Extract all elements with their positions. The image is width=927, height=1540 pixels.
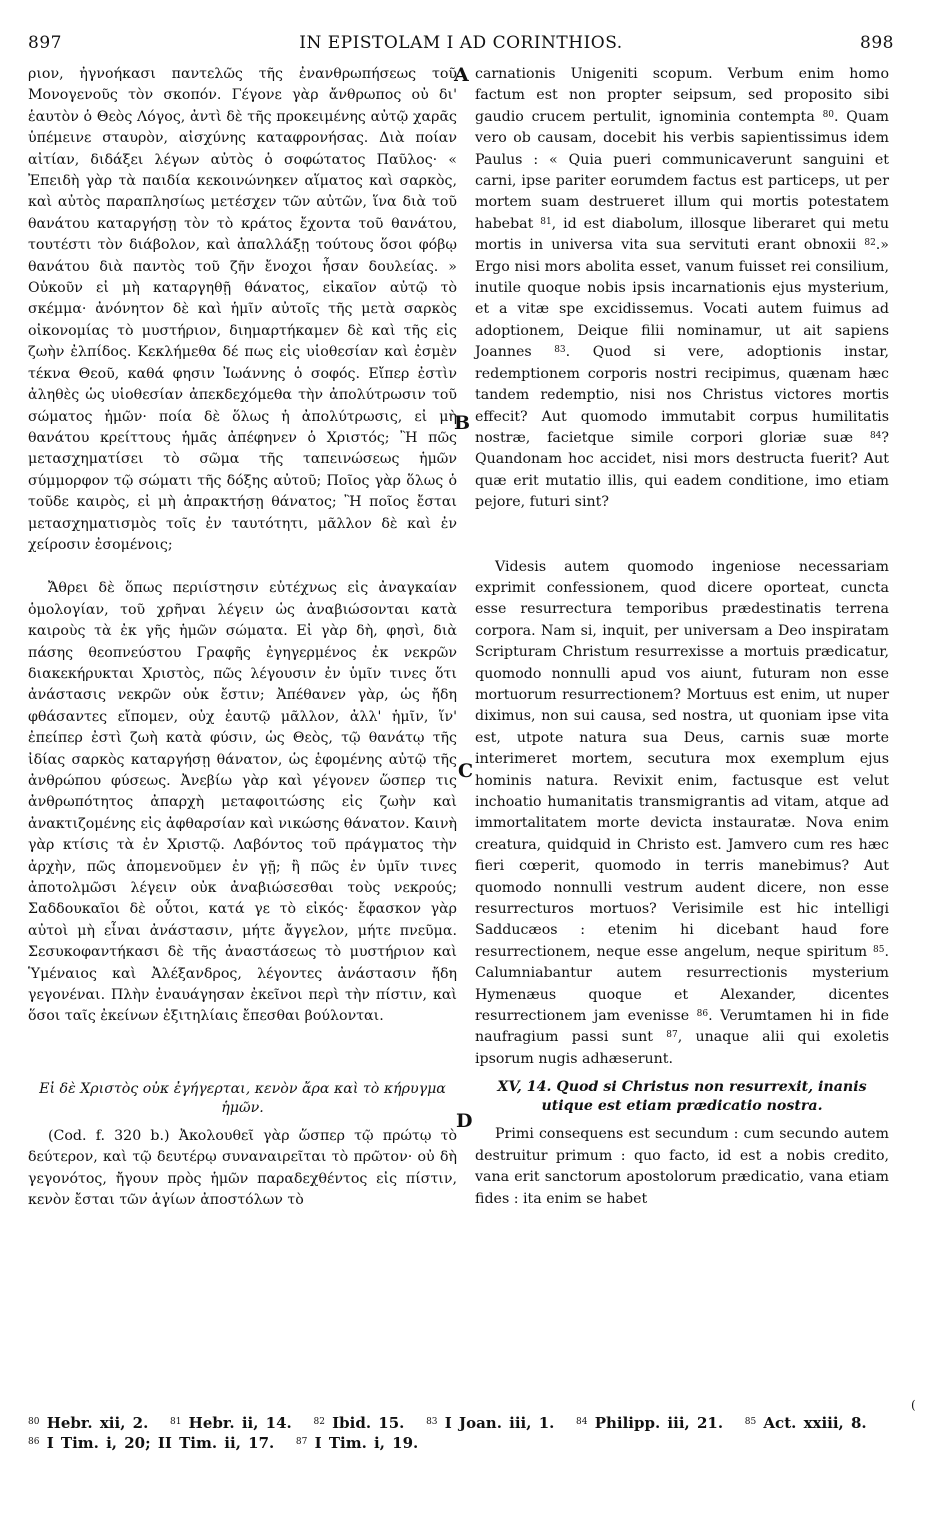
footnote-row-1 [28,1413,894,1433]
footnote-reference: Philipp. iii, 21. [594,1414,724,1432]
footnote-number: 87 [295,1437,308,1447]
latin-text: . Quod si vere, adoptionis instar, redemptionem corporis nostri recipimus, quænam hæc tandem redemptio, nisi nos Christus victores mortis effecit? Aut quomodo immutabit corpus humilitatis nostræ, facietque simile corpori gloriæ suæ [475,344,889,446]
latin-paragraph-1 [475,64,889,514]
footnote-ref-86: 86 [696,1009,709,1020]
latin-column [475,64,889,1210]
footnote-reference: I Tim. i, 20; II Tim. ii, 17. [46,1434,275,1452]
page-number-left: 897 [28,33,62,53]
footnote-84 [576,1414,723,1432]
footnote-87 [296,1434,418,1452]
section-marker-a: A [454,64,469,86]
latin-section-heading: XV, 14. Quod si Christus non resurrexit, inanis utique est etiam prædicatio nostra. [497,1079,867,1115]
latin-text: , id est diabolum, illosque liberaret qui metu mortis in universa vita sua servituti erant obnoxii [475,215,889,254]
greek-paragraph-3: (Cod. f. 320 b.) Ἀκολουθεῖ γὰρ ὥσπερ τῷ πρώτῳ τὸ δεύτερον, καὶ τῷ δευτέρῳ συναναιρεῖται τὸ πρῶτον· οὐ δὴ γεγονότος, ἤγουν πρὸς ἡμῶν παραδεχθέντος εἰς πίστιν, κενὸν ἔσται τῶν ἁγίων ἀποστόλων τὸ [28,1127,457,1209]
section-marker-d: D [456,1110,473,1132]
stray-mark: ( [911,1398,916,1412]
footnote-ref-82: 82 [864,238,876,249]
footnote-86 [28,1434,274,1452]
footnote-83 [426,1414,554,1432]
footnote-85 [745,1414,867,1432]
greek-section-heading: Εἰ δὲ Χριστὸς οὐκ ἐγήγερται, κενὸν ἄρα καὶ τὸ κήρυγμα ἡμῶν. [39,1080,446,1116]
footnote-number: 80 [28,1417,40,1427]
footnote-number: 82 [313,1417,325,1427]
running-title: IN EPISTOLAM I AD CORINTHIOS. [299,33,623,53]
latin-text: . Quam vero ob causam, docebit his verbis sapientissimus idem Paulus : « Quia pueri communicaverunt sanguini et carni, ipse pariter eorumdem factus est particeps, ut per mortem suam destrueret illum qui mortis potestatem habebat [475,108,889,232]
footnote-ref-81: 81 [540,216,552,227]
footnote-81 [170,1414,292,1432]
footnotes [28,1413,894,1453]
latin-text: , unaque alii qui exoletis ipsorum nugis adhæserunt. [475,1029,889,1067]
greek-paragraph-2: Ἄθρει δὲ ὅπως περιίστησιν εὐτέχνως εἰς ἀναγκαίαν ὁμολογίαν, τοῦ χρῆναι λέγειν ὡς ἀναβιώσονται κατὰ καιροὺς τὰ ἐκ γῆς ἡμῶν σώματα. Εἰ γὰρ δὴ, φησὶ, διὰ πάσης θεοπνεύστου Γραφῆς ἐγηγερμένος ἐκ νεκρῶν διακεκήρυκται Χριστὸς, πῶς λέγουσιν ἐν ὑμῖν τινες ὅτι ἀνάστασις νεκρῶν οὐκ ἔστιν; Ἀπέθανεν γὰρ, ὡς ἤδη φθάσαντες εἴπομεν, οὐχ ἑαυτῷ μᾶλλον, ἀλλ' ἡμῖν, ἵν' ἐπείπερ ἐστὶ ζωὴ κατὰ φύσιν, ὡς Θεὸς, τῷ θανάτῳ τῆς ἰδίας σαρκὸς καταργήσῃ θάνατον, ὡς ἑφομένης αὐτῷ τῆς ἀνθρώπου φύσεως. Ἀνεβίω γὰρ καὶ γέγονεν ὥσπερ τις ἀνθρωπότητος ἀπαρχὴ μεταφοιτώσης εἰς ζωὴν καὶ ἀνακτιζομένης εἰς ἀφθαρσίαν καὶ νικώσης θάνατον. Καινὴ γὰρ κτίσις τὰ ἐν Χριστῷ. Λαβόντος τοῦ πράγματος τὴν ἀρχὴν, πῶς ἀπομενοῦμεν ἐν γῇ; ἢ πῶς ἐν ὑμῖν τινες ἀποτολμῶσι λέγειν οὐκ ἀναβιώσεσθαι τοὺς νεκρούς; Σαδδουκαῖοι δὲ οὗτοι, κατά γε τὸ εἰκός· ἔφασκον γὰρ αὐτοὶ μὴ εἶναι ἀνάστασιν, μήτε ἄγγελον, μήτε πνεῦμα. Σεσυκοφαντήκασι δὲ τῆς ἀναστάσεως τὸ μυστήριον καὶ Ὑμέναιος καὶ Ἀλέξανδρος, λέγοντες ἀνάστασιν ἤδη γεγονέναι. Πλὴν ἐναυάγησαν ἐκεῖνοι περὶ τὴν πίστιν, καὶ ὅσοι ταῖς ἐκείνων ἐξιτηλίαις ἔπεσθαι βούλονται. [28,580,457,1025]
greek-paragraph-1: ριον, ἠγνοήκασι παντελῶς τῆς ἐνανθρωπήσεως τοῦ Μονογενοῦς τὸν σκοπόν. Γέγονε γὰρ ἄνθρωπος οὐ δι' ἑαυτὸν ὁ Θεὸς Λόγος, ἀντὶ δὲ τῆς προκειμένης αὐτῷ χαρᾶς ὑπέμεινε σταυρὸν, αἰσχύνης καταφρονήσας. Διὰ ποίαν αἰτίαν, διδάξει λέγων αὐτὸς ὁ σοφώτατος Παῦλος· « Ἐπειδὴ γὰρ τὰ παιδία κεκοινώνηκεν αἵματος καὶ σαρκὸς, καὶ αὐτὸς παραπλησίως μετέσχεν τῶν αὐτῶν, ἵνα διὰ τοῦ θανάτου καταργήσῃ τὸν τὸ κράτος ἔχοντα τοῦ θανάτου, τουτέστι τὸν διάβολον, καὶ ἀπαλλάξῃ τούτους ὅσοι φόβῳ θανάτου διὰ παντὸς τοῦ ζῆν ἔνοχοι ἦσαν δουλείας. » Οὐκοῦν εἰ μὴ καταργηθῇ θάνατος, εἰκαῖον αὐτῷ τὸ σκέμμα· ἀνόνητον δὲ καὶ ἡμῖν αὐτοῖς τῆς μετὰ σαρκὸς οἰκονομίας τὸ μυστήριον, διημαρτήκαμεν δὲ καὶ τῆς εἰς ζωὴν ἐλπίδος. Κεκλήμεθα δέ πως εἰς υἱοθεσίαν καὶ ἐσμὲν τέκνα Θεοῦ, καθά φησιν Ἰωάννης ὁ σοφός. Εἴπερ ἐστὶν ἀληθὲς ὡς υἱοθεσίαν ἀπεκδεχόμεθα τὴν ἀπολύτρωσιν τοῦ σώματος ἡμῶν· ποία δὲ ὅλως ἡ ἀπολύτρωσις, εἰ μὴ θανάτου κρείττους ἡμᾶς ἀπέφηνεν ὁ Χριστός; Ἢ πῶς μετασχηματίσει τὸ σῶμα τῆς ταπεινώσεως ἡμῶν σύμμορφον τῷ σώματι τῆς δόξης αὐτοῦ; Ποῖος γὰρ ὅλως ὁ τοῦδε καιρὸς, εἰ μὴ ἀπρακτήσῃ θάνατος; Ἢ ποῖος ἔσται μετασχηματισμὸς τοῖς ἐν ταυτότητι, μᾶλλον δὲ καὶ ἐν χείροσιν ἐσομένοις; [28,66,457,553]
greek-column [28,64,457,1212]
footnote-reference: Ibid. 15. [332,1414,405,1432]
footnote-number: 85 [744,1417,757,1427]
latin-text: carnationis Unigeniti scopum. Verbum enim homo factum est non propter seipsum, sed proposito sibi gaudio crucem pertulit, ignominia contempta [475,66,889,125]
section-marker-b: B [454,412,471,434]
footnote-80 [28,1414,148,1432]
footnote-reference: I Tim. i, 19. [314,1434,419,1452]
latin-text: .» Ergo nisi mors abolita esset, vanum fuisset rei consilium, inutile quoque nobis ipsis incarnationis ejus mysterium, et a vitæ spe excidissemus. Vocati autem fuimus ad adoptionem, Deique filii nominamur, ut ait sapiens Joannes [475,237,889,361]
footnote-ref-84: 84 [869,430,882,441]
footnote-number: 81 [169,1417,182,1427]
latin-text: . Calumniabantur autem resurrectionis mysterium Hymenæus quoque et Alexander, dicentes resurrectionem jam evenisse [475,943,889,1025]
latin-text: Videsis autem quomodo ingeniose necessariam exprimit confessionem, quod dicere oporteat, cuncta esse resurrectura temporibus prædestinatis terrena corpora. Nam si, inquit, per universam a Deo inspiratam Scripturam Christum resurrexisse a mortuis prædicatur, quomodo nonnulli apud vos aiunt, futuram non esse mortuorum resurrectionem? Mortuus est enim, ut nuper diximus, non sui causa, sed nostra, ut quoniam ipse vita est, utpote natura sua Deus, carnis suæ morte interimeret mortem, secutura mox exemplum ejus hominis natura. Revixit enim, factusque est velut inchoatio humanitatis transmigrantis ad vitam, atque ad immortalitatem morte devicta instauratæ. Nova enim creatura, quidquid in Christo est. Jamvero cum res hæc fieri cœperit, quomodo in terris manebimus? Aut quomodo nonnulli vestrum audent dicere, non esse resurrecturos mortuos? Verisimile est hic intelligi Sadducæos : etenim hi dicebant haud fore resurrectionem, neque esse angelum, neque spiritum [475,558,889,960]
footnote-number: 84 [576,1417,588,1427]
footnote-82 [313,1414,404,1432]
footnote-number: 83 [426,1417,438,1427]
latin-paragraph-3: Primi consequens est secundum : cum secundo autem destruitur primum : quo facto, id est a nobis credito, vana erit sanctorum apostolorum prædicatio, vana etiam fides : ita enim se habet [475,1126,889,1207]
footnote-reference: Hebr. ii, 14. [188,1414,292,1432]
page-number-right: 898 [860,33,894,53]
footnote-number: 86 [28,1437,40,1447]
footnote-reference: I Joan. iii, 1. [444,1414,555,1432]
footnote-row-2 [28,1433,894,1453]
footnote-ref-85: 85 [873,944,885,955]
footnote-ref-87: 87 [666,1030,678,1041]
latin-paragraph-2 [475,557,889,1071]
section-marker-c: C [458,760,474,782]
footnote-reference: Act. xxiii, 8. [763,1414,867,1432]
running-header [28,33,894,59]
latin-text: ? Quandonam hoc accidet, nisi mors destructa fuerit? Aut quæ erit mutatio illis, qui eadem conditione, imo etiam pejore, futuri sint? [475,429,889,511]
footnote-reference: Hebr. xii, 2. [46,1414,149,1432]
footnote-ref-83: 83 [554,345,566,356]
footnote-ref-80: 80 [822,109,835,120]
latin-text: . Verumtamen hi in fide naufragium passi sunt [475,1008,889,1046]
